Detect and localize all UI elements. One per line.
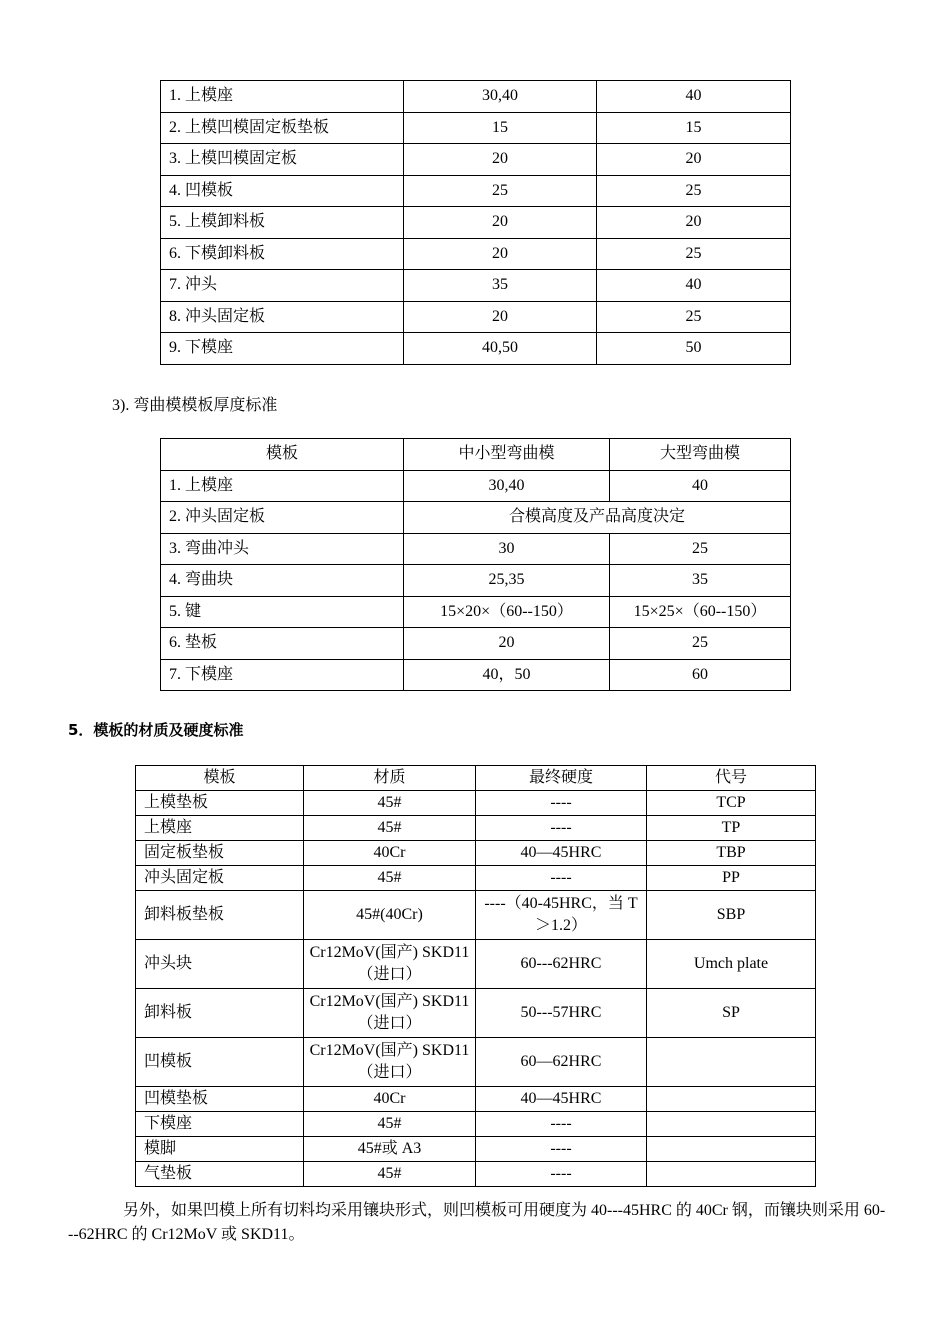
table-cell: 1. 上模座 [161,470,404,502]
table-cell: Cr12MoV(国产) SKD11（进口） [304,989,476,1038]
column-header: 模板 [136,766,304,791]
table-row [161,112,791,144]
table-cell: 凹模垫板 [136,1087,304,1112]
table-row [136,1112,816,1137]
table-cell: 25 [597,301,791,333]
table-cell: 60 [610,659,791,691]
table-cell: 7. 冲头 [161,270,404,302]
table-cell: 45# [304,866,476,891]
table-cell: 30,40 [404,470,610,502]
table-cell: 8. 冲头固定板 [161,301,404,333]
table-cell: 6. 垫板 [161,628,404,660]
table-cell: 50 [597,333,791,365]
table-cell: 1. 上模座 [161,81,404,113]
table-cell: 15×25×（60--150） [610,596,791,628]
table-cell [647,1112,816,1137]
table-cell: 20 [404,238,597,270]
table-cell: TP [647,816,816,841]
table-cell: 25 [610,628,791,660]
body-paragraph: 另外，如果凹模上所有切料均采用镶块形式，则凹模板可用硬度为 40---45HRC 的 40Cr 钢，而镶块则采用 60---62HRC 的 Cr12MoV 或 SKD11。 [68,1202,886,1243]
table-row [161,470,791,502]
table-cell: Cr12MoV(国产) SKD11（进口） [304,940,476,989]
material-hardness-table [135,765,816,1187]
table-row [161,144,791,176]
table-cell: TBP [647,841,816,866]
punch-die-thickness-table [160,80,791,365]
table-cell: 40 [597,81,791,113]
table-row [161,81,791,113]
table-cell: 卸料板垫板 [136,891,304,940]
table-cell: ---- [476,1162,647,1187]
table-cell: 冲头块 [136,940,304,989]
table-row [161,301,791,333]
table-cell: 60---62HRC [476,940,647,989]
table-row [161,628,791,660]
table-cell: 20 [597,144,791,176]
table-row [136,1087,816,1112]
table-cell: 7. 下模座 [161,659,404,691]
table-cell: 45#(40Cr) [304,891,476,940]
table-cell: 40Cr [304,841,476,866]
table-cell: 35 [404,270,597,302]
table-cell: 25 [610,533,791,565]
table-cell: Cr12MoV(国产) SKD11（进口） [304,1038,476,1087]
table-cell [647,1162,816,1187]
table-cell: 20 [404,628,610,660]
table-row [136,791,816,816]
table-cell: 5. 上模卸料板 [161,207,404,239]
table-cell: PP [647,866,816,891]
table-cell: 45# [304,1162,476,1187]
table-cell: 15 [404,112,597,144]
table-row [161,207,791,239]
table-cell: 40—45HRC [476,841,647,866]
table-cell: 9. 下模座 [161,333,404,365]
table-cell: 20 [404,144,597,176]
table-cell: ---- [476,816,647,841]
table-row [136,1038,816,1087]
table-header-row [136,766,816,791]
table-row [136,891,816,940]
table-cell: 凹模板 [136,1038,304,1087]
table-cell: 3. 上模凹模固定板 [161,144,404,176]
table-row [136,989,816,1038]
table-cell: 4. 凹模板 [161,175,404,207]
table-cell: 45#或 A3 [304,1137,476,1162]
column-header: 模板 [161,439,404,471]
table-row [161,596,791,628]
table-cell: 上模垫板 [136,791,304,816]
table-cell: 40Cr [304,1087,476,1112]
table-cell: 60—62HRC [476,1038,647,1087]
table-cell: 30 [404,533,610,565]
table-cell: 40,50 [404,333,597,365]
bending-die-thickness-table [160,438,791,691]
table-header-row [161,439,791,471]
table-cell: 15 [597,112,791,144]
table-row [161,270,791,302]
table-cell: ---- [476,1137,647,1162]
table-cell: SP [647,989,816,1038]
table-cell: ---- [476,866,647,891]
table-cell: 气垫板 [136,1162,304,1187]
table-cell: 20 [597,207,791,239]
table-row [161,533,791,565]
table-cell: 25 [597,175,791,207]
table-row [161,175,791,207]
column-header: 大型弯曲模 [610,439,791,471]
merged-cell: 合模高度及产品高度决定 [404,502,791,534]
table-cell: 25 [597,238,791,270]
table-cell: 模脚 [136,1137,304,1162]
table-cell: 35 [610,565,791,597]
table-cell: 下模座 [136,1112,304,1137]
table-cell: 卸料板 [136,989,304,1038]
table-cell: ---- [476,1112,647,1137]
table-cell: ----（40-45HRC，当 T ＞1.2） [476,891,647,940]
table-row [136,1137,816,1162]
table-cell: 45# [304,1112,476,1137]
table-cell: 4. 弯曲块 [161,565,404,597]
table-row [161,502,791,534]
table-row [136,940,816,989]
table-cell: 3. 弯曲冲头 [161,533,404,565]
table-cell: 40 [610,470,791,502]
table-cell: 6. 下模卸料板 [161,238,404,270]
table-cell: 20 [404,301,597,333]
table-cell: 20 [404,207,597,239]
column-header: 最终硬度 [476,766,647,791]
table-cell: 50---57HRC [476,989,647,1038]
table-cell: 2. 冲头固定板 [161,502,404,534]
table-cell: 上模座 [136,816,304,841]
column-header: 代号 [647,766,816,791]
table-cell: 40，50 [404,659,610,691]
table-cell [647,1087,816,1112]
table-row [136,816,816,841]
table-cell: 25 [404,175,597,207]
table-cell: 45# [304,816,476,841]
table-cell: 2. 上模凹模固定板垫板 [161,112,404,144]
table-cell [647,1137,816,1162]
table-cell: 40 [597,270,791,302]
section-caption-bending-die: 3). 弯曲模模板厚度标准 [112,397,278,414]
table-cell: 25,35 [404,565,610,597]
table-cell: TCP [647,791,816,816]
table-cell: 冲头固定板 [136,866,304,891]
table-row [161,659,791,691]
table-cell: 5. 键 [161,596,404,628]
table-cell: 40—45HRC [476,1087,647,1112]
table-row [161,238,791,270]
table-cell: 15×20×（60--150） [404,596,610,628]
section-heading-materials: 5．模板的材质及硬度标准 [68,721,244,739]
table-row [136,866,816,891]
table-cell: SBP [647,891,816,940]
table-row [161,565,791,597]
table-cell: ---- [476,791,647,816]
table-cell: 固定板垫板 [136,841,304,866]
table-row [136,1162,816,1187]
table-row [136,841,816,866]
table-cell: Umch plate [647,940,816,989]
table-row [161,333,791,365]
table-cell [647,1038,816,1087]
table-cell: 45# [304,791,476,816]
table-cell: 30,40 [404,81,597,113]
column-header: 材质 [304,766,476,791]
column-header: 中小型弯曲模 [404,439,610,471]
